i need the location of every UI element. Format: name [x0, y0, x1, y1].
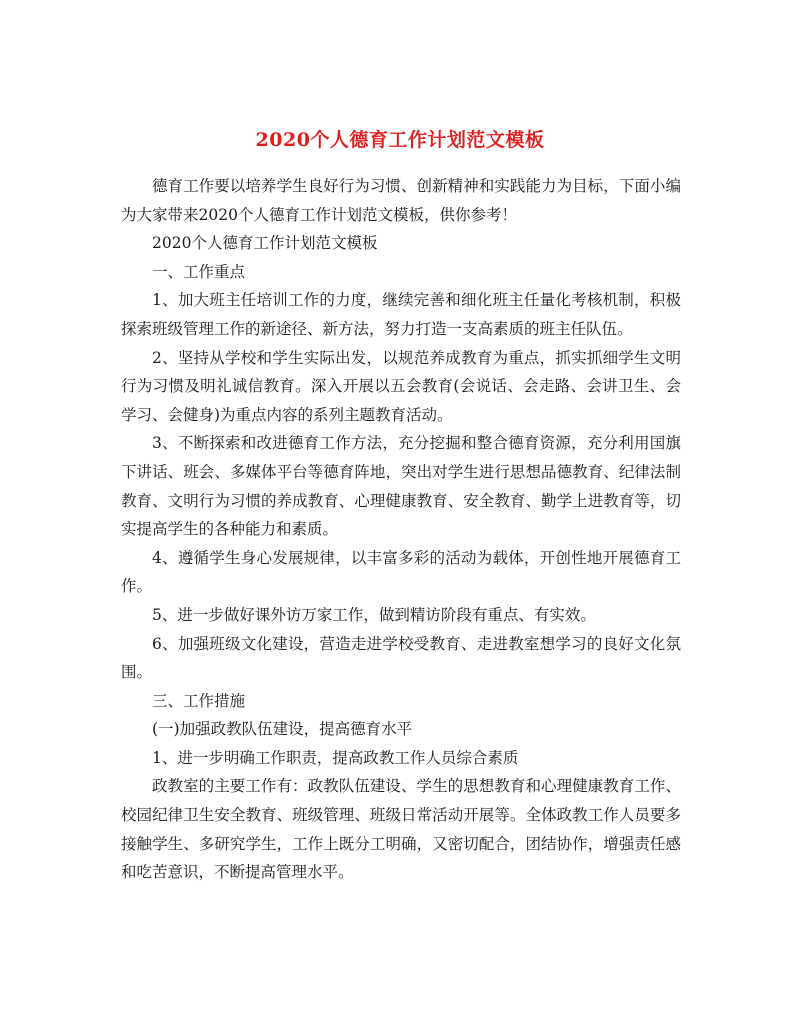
focus-item-5: 5、进一步做好课外访万家工作，做到精访阶段有重点、有实效。 [152, 605, 596, 624]
focus-item-2: 2、坚持从学校和学生实际出发，以规范养成教育为重点，抓实抓细学生文明行为习惯及明礼诚信教育。深入开展以五会教育(会说话、会走路、会讲卫生、会学习、会健身)为重点内容的系列主题教育活动。 [121, 348, 681, 424]
focus-item-4: 4、遵循学生身心发展规律，以丰富多彩的活动为载体，开创性地开展德育工作。 [121, 548, 681, 596]
focus-item-3: 3、不断探索和改进德育工作方法，充分挖掘和整合德育资源，充分利用国旗下讲话、班会、多媒体平台等德育阵地，突出对学生进行思想品德教育、纪律法制教育、文明行为习惯的养成教育、心理健康教育、安全教育、勤学上进教育等，切实提高学生的各种能力和素质。 [121, 434, 681, 539]
measure-item-1-body: 政教室的主要工作有：政教队伍建设、学生的思想教育和心理健康教育工作、校园纪律卫生安全教育、班级管理、班级日常活动开展等。全体政教工作人员要多接触学生、多研究学生，工作上既分工明确，又密切配合，团结协作，增强责任感和吃苦意识，不断提高管理水平。 [121, 777, 681, 882]
focus-item-6: 6、加强班级文化建设，营造走进学校受教育、走进教室想学习的良好文化氛围。 [121, 634, 681, 682]
intro-paragraph: 德育工作要以培养学生良好行为习惯、创新精神和实践能力为目标，下面小编为大家带来2020个人德育工作计划范文模板，供你参考！ [121, 177, 681, 224]
focus-item-1: 1、加大班主任培训工作的力度，继续完善和细化班主任量化考核机制，积极探索班级管理工作的新途径、新方法，努力打造一支高素质的班主任队伍。 [121, 291, 681, 338]
subsection-heading-1: (一)加强政教队伍建设，提高德育水平 [152, 720, 413, 739]
measure-item-1: 1、进一步明确工作职责，提高政教工作人员综合素质 [152, 748, 519, 767]
section-heading-work-measures: 三、工作措施 [152, 691, 246, 710]
document-title: 2020个人德育工作计划范文模板 [255, 128, 545, 151]
document-body [121, 172, 681, 887]
section-heading-work-focus: 一、工作重点 [152, 262, 246, 281]
subtitle-paragraph: 2020个人德育工作计划范文模板 [152, 234, 378, 253]
